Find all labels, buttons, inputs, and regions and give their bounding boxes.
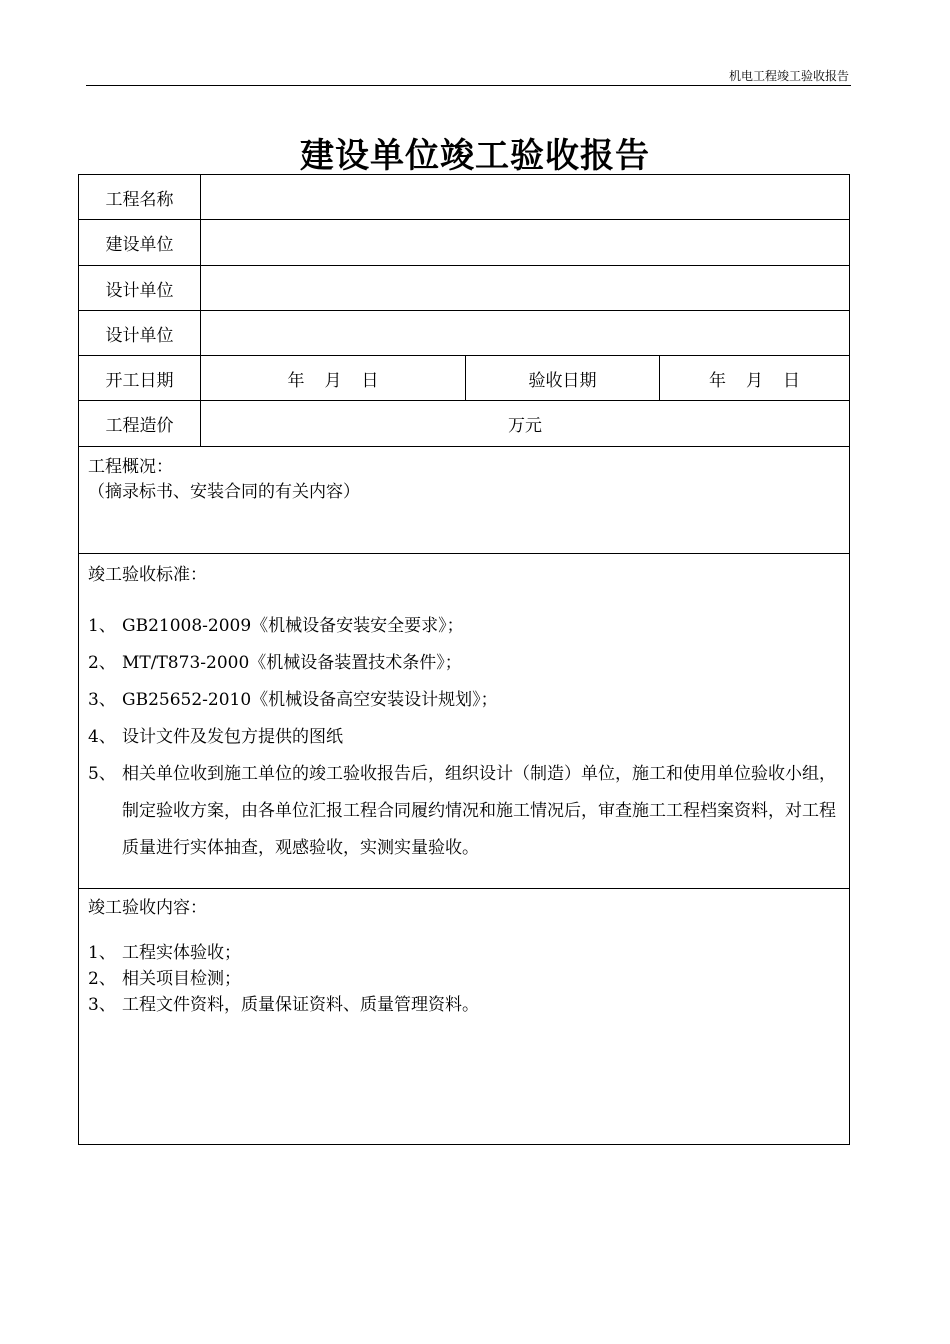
project-cost-unit: 万元 bbox=[508, 416, 542, 436]
overview-section[interactable] bbox=[79, 447, 849, 554]
start-date-label: 开工日期 bbox=[79, 356, 201, 400]
design-unit-2-field[interactable] bbox=[201, 311, 849, 355]
row-design-unit-2 bbox=[79, 311, 849, 356]
construction-unit-field[interactable] bbox=[201, 220, 849, 265]
list-item: 1、 GB21008-2009《机械设备安装安全要求》； bbox=[88, 616, 464, 636]
design-unit-1-field[interactable] bbox=[201, 266, 849, 310]
acceptance-date-day: 日 bbox=[783, 370, 800, 391]
standards-list bbox=[88, 608, 841, 867]
overview-note: （摘录标书、安装合同的有关内容） bbox=[88, 482, 360, 502]
list-item: 3、 GB25652-2010《机械设备高空安装设计规划》； bbox=[88, 690, 498, 710]
standards-heading: 竣工验收标准： bbox=[88, 565, 207, 585]
overview-heading: 工程概况： bbox=[88, 457, 173, 477]
list-item: 3、 工程文件资料，质量保证资料、质量管理资料。 bbox=[88, 995, 479, 1015]
acceptance-date-label: 验收日期 bbox=[466, 356, 660, 400]
page-title: 建设单位竣工验收报告 bbox=[300, 136, 650, 176]
design-unit-2-label: 设计单位 bbox=[79, 311, 201, 355]
project-cost-label: 工程造价 bbox=[79, 401, 201, 446]
contents-section[interactable] bbox=[79, 889, 849, 1144]
project-cost-field[interactable] bbox=[201, 401, 849, 446]
contents-heading: 竣工验收内容： bbox=[88, 898, 207, 918]
header-doc-label: 机电工程竣工验收报告 bbox=[728, 69, 849, 83]
list-item: 4、 设计文件及发包方提供的图纸 bbox=[88, 727, 343, 747]
start-date-day: 日 bbox=[361, 370, 379, 391]
contents-list bbox=[88, 940, 841, 1018]
list-item: 5、 相关单位收到施工单位的竣工验收报告后，组织设计（制造）单位，施工和使用单位验收小组，制定验收方案，由各单位汇报工程合同履约情况和施工情况后，审查施工工程档案资料，对工程质量进行实体抽查，观感验收，实测实量验收。 bbox=[88, 764, 836, 858]
row-project-cost bbox=[79, 401, 849, 447]
list-item: 1、 工程实体验收； bbox=[88, 943, 241, 963]
acceptance-date-month: 月 bbox=[746, 370, 763, 391]
acceptance-form bbox=[78, 174, 850, 1145]
list-item: 2、 相关项目检测； bbox=[88, 969, 241, 989]
row-construction-unit bbox=[79, 220, 849, 266]
start-date-field[interactable] bbox=[201, 356, 466, 400]
construction-unit-label: 建设单位 bbox=[79, 220, 201, 265]
project-name-label: 工程名称 bbox=[79, 175, 201, 219]
project-name-field[interactable] bbox=[201, 175, 849, 219]
acceptance-date-field[interactable] bbox=[660, 356, 849, 400]
row-project-name bbox=[79, 175, 849, 220]
row-dates bbox=[79, 356, 849, 401]
design-unit-1-label: 设计单位 bbox=[79, 266, 201, 310]
start-date-year: 年 bbox=[287, 370, 305, 391]
row-design-unit-1 bbox=[79, 266, 849, 311]
standards-section[interactable] bbox=[79, 554, 849, 889]
start-date-month: 月 bbox=[324, 370, 342, 391]
acceptance-date-year: 年 bbox=[709, 370, 726, 391]
list-item: 2、 MT/T873-2000《机械设备装置技术条件》； bbox=[88, 653, 462, 673]
header-rule bbox=[86, 85, 851, 86]
